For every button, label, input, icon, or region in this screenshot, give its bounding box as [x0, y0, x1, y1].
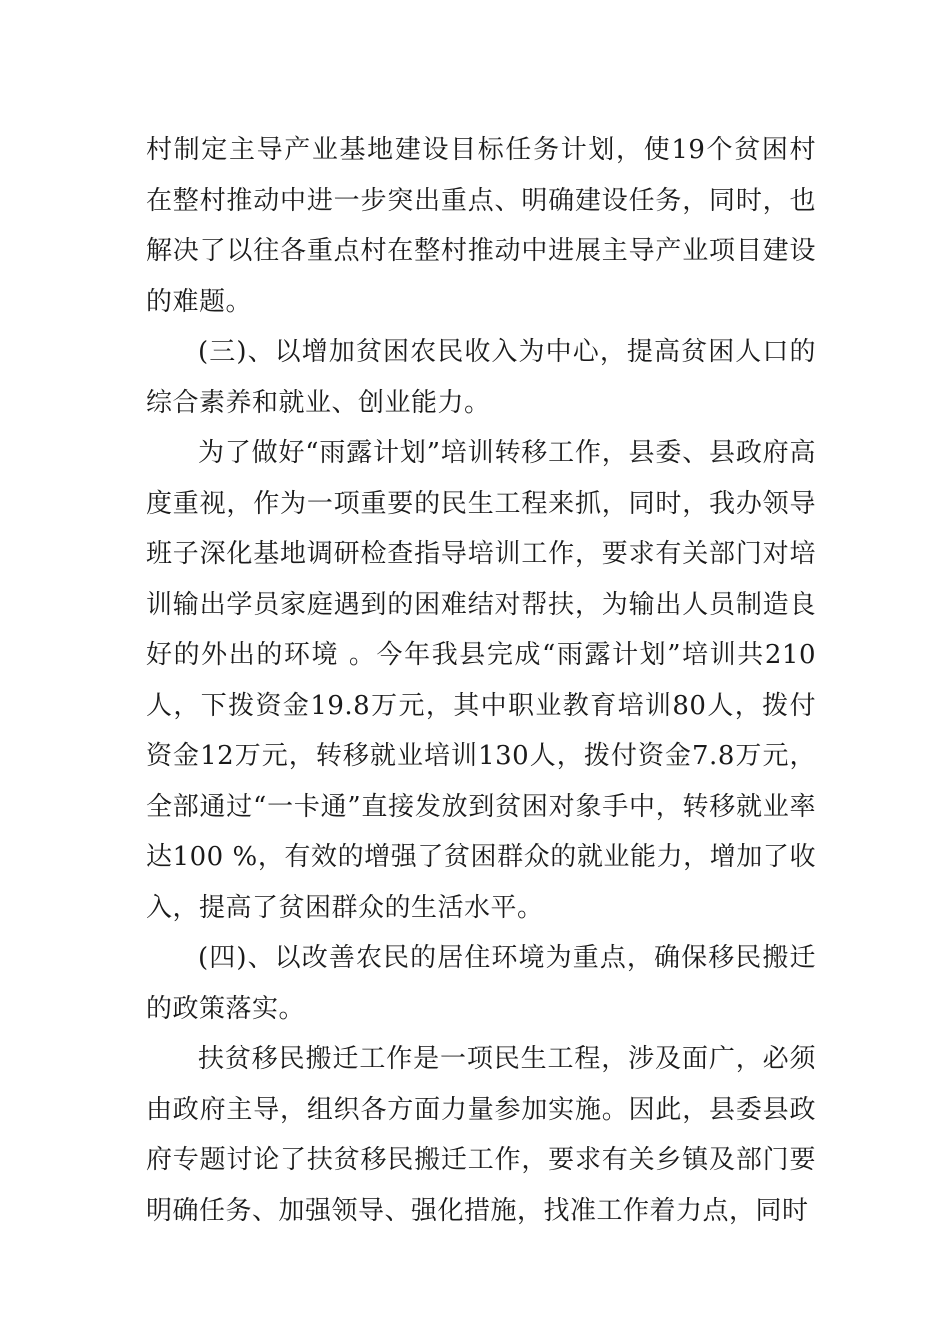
paragraph-2-heading-three: (三)、以增加贫困农民收入为中心，提高贫困人口的综合素养和就业、创业能力。	[146, 337, 816, 418]
paragraph-3: 为了做好“雨露计划”培训转移工作，县委、县政府高度重视，作为一项重要的民生工程来抓，同时，我办领导班子深化基地调研检查指导培训工作，要求有关部门对培训输出学员家庭遇到的困难结对帮扶，为输出人员制造良好的外出的环境 。今年我县完成“雨露计划”培训共210人，下拨资金19.8万元，其中职业教育培训80人，拨付资金12万元，转移就业培训130人，拨付资金7.8万元，全部通过“一卡通”直接发放到贫困对象手中，转移就业率达100 %，有效的增强了贫困群众的就业能力，增加了收入，提高了贫困群众的生活水平。	[146, 438, 816, 923]
paragraph-5: 扶贫移民搬迁工作是一项民生工程，涉及面广，必须由政府主导，组织各方面力量参加实施。因此，县委县政府专题讨论了扶贫移民搬迁工作，要求有关乡镇及部门要明确任务、加强领导、强化措施，找准工作着力点，同时	[146, 1044, 816, 1226]
paragraph-4-heading-four: (四)、以改善农民的居住环境为重点，确保移民搬迁的政策落实。	[146, 943, 816, 1024]
paragraph-1: 村制定主导产业基地建设目标任务计划，使19个贫困村在整村推动中进一步突出重点、明确建设任务，同时，也解决了以往各重点村在整村推动中进展主导产业项目建设的难题。	[146, 135, 816, 317]
document-body	[146, 125, 816, 1236]
